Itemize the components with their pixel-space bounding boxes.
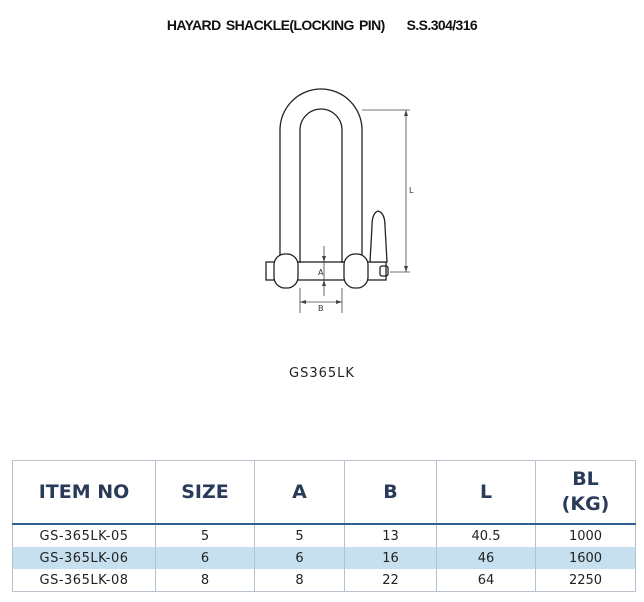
cell-item-no: GS-365LK-05 xyxy=(13,524,156,547)
cell-b: 22 xyxy=(345,569,437,592)
table-row xyxy=(13,547,636,569)
cell-size: 8 xyxy=(156,569,255,592)
header-bl xyxy=(536,461,636,525)
cell-a: 8 xyxy=(255,569,345,592)
table-row xyxy=(13,569,636,592)
pin-collar-left xyxy=(274,254,298,288)
cell-a: 5 xyxy=(255,524,345,547)
pin-end xyxy=(380,266,388,276)
spec-table xyxy=(12,460,636,592)
header-item-no: ITEM NO xyxy=(13,461,156,525)
cell-size: 6 xyxy=(156,547,255,569)
dimension-label-l: L xyxy=(409,186,414,195)
cell-bl: 1600 xyxy=(536,547,636,569)
dimension-label-b: B xyxy=(318,304,324,313)
page-title xyxy=(0,17,644,33)
header-a: A xyxy=(255,461,345,525)
shackle-drawing xyxy=(230,80,430,320)
cell-size: 5 xyxy=(156,524,255,547)
cell-bl: 2250 xyxy=(536,569,636,592)
header-b: B xyxy=(345,461,437,525)
dimension-label-a: A xyxy=(318,268,324,277)
product-name: HAYARD SHACKLE(LOCKING PIN) xyxy=(166,17,385,33)
cell-b: 13 xyxy=(345,524,437,547)
material-grade: S.S.304/316 xyxy=(406,17,478,33)
table-header-row xyxy=(13,461,636,525)
cell-l: 40.5 xyxy=(437,524,536,547)
locking-tab xyxy=(370,211,387,262)
header-l: L xyxy=(437,461,536,525)
cell-bl: 1000 xyxy=(536,524,636,547)
table-row xyxy=(13,524,636,547)
cell-b: 16 xyxy=(345,547,437,569)
pin-collar-right xyxy=(344,254,368,288)
model-number: GS365LK xyxy=(289,366,355,381)
cell-l: 46 xyxy=(437,547,536,569)
shackle-body-inner xyxy=(300,109,342,263)
cell-item-no: GS-365LK-08 xyxy=(13,569,156,592)
cell-l: 64 xyxy=(437,569,536,592)
shackle-body-outer xyxy=(280,89,362,263)
header-bl-unit: (KG) xyxy=(561,493,610,515)
cell-item-no: GS-365LK-06 xyxy=(13,547,156,569)
header-size: SIZE xyxy=(156,461,255,525)
header-bl-label: BL xyxy=(572,468,599,491)
cell-a: 6 xyxy=(255,547,345,569)
